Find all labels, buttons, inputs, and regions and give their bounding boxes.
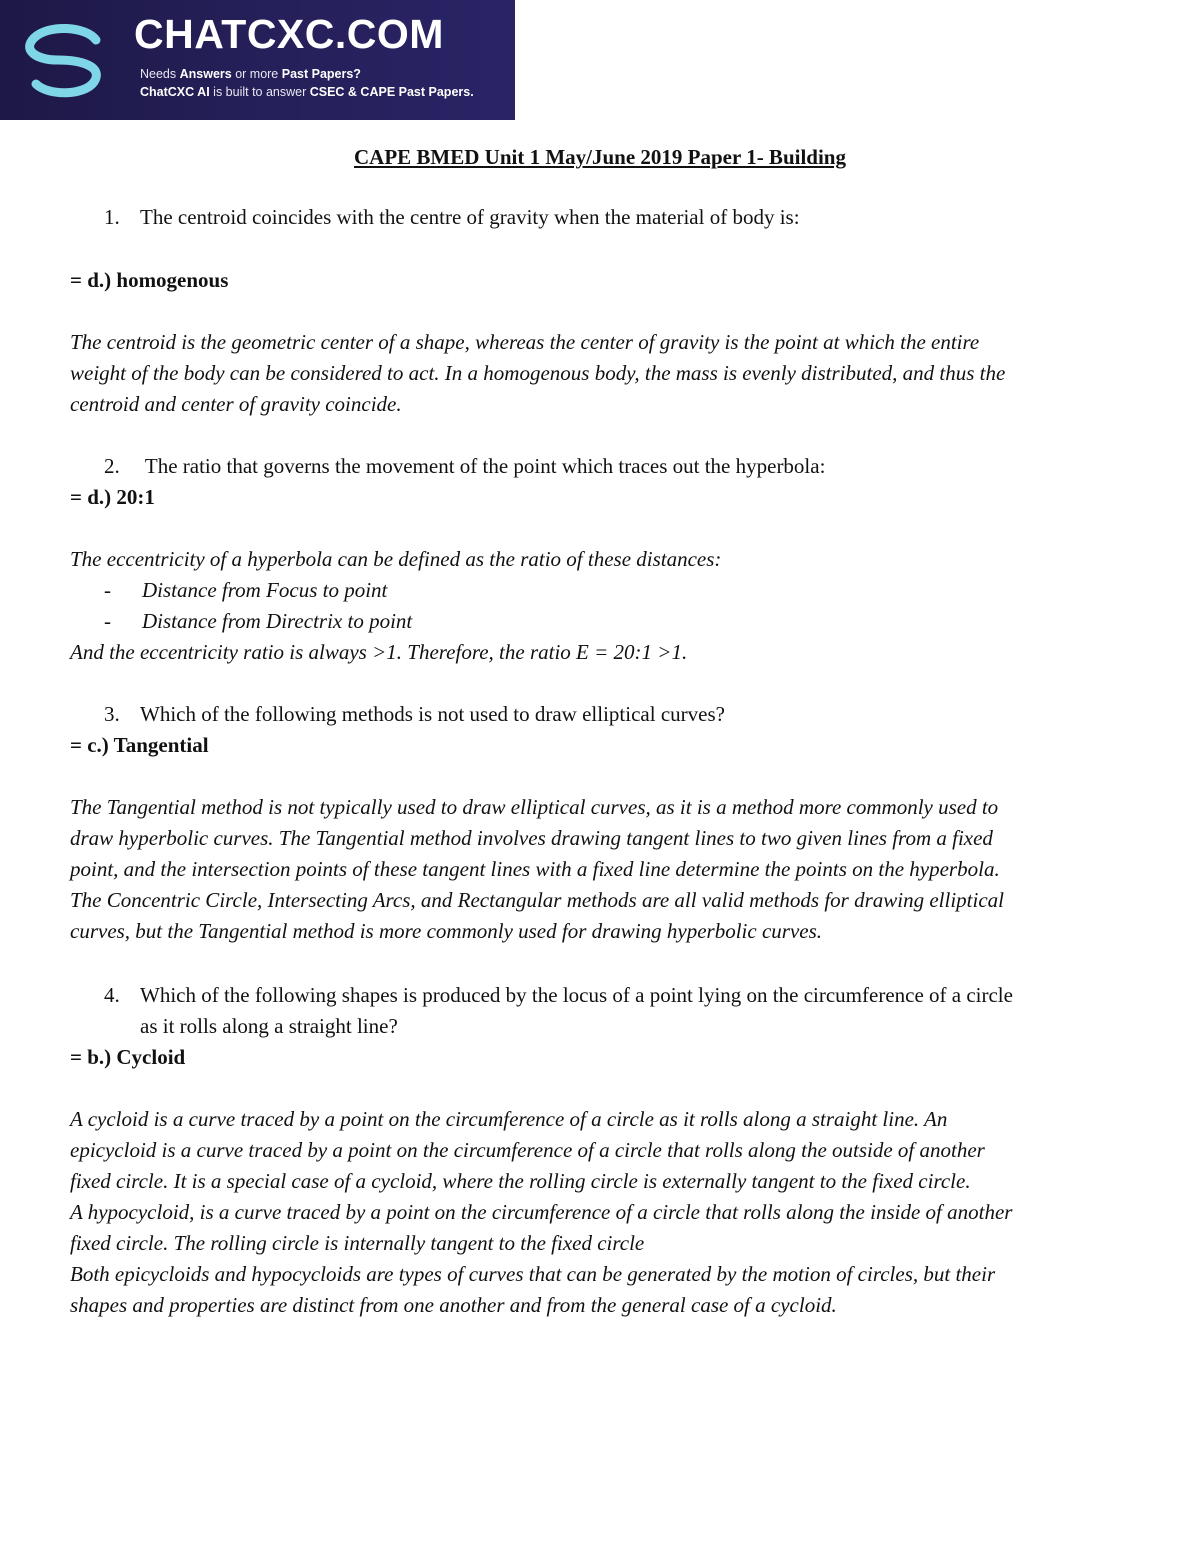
- explanation-line: The centroid is the geometric center of a shape, whereas the center of gravity is the point at which the entire: [70, 330, 980, 354]
- question-3: 3. Which of the following methods is not used to draw elliptical curves?: [104, 702, 725, 726]
- explanation-line: The Concentric Circle, Intersecting Arcs, and Rectangular methods are all valid methods for drawing elliptical: [70, 888, 1004, 912]
- explanation-line: curves, but the Tangential method is more commonly used for drawing hyperbolic curves.: [70, 919, 823, 943]
- explanation-line: fixed circle. It is a special case of a cycloid, where the rolling circle is externally tangent to the fixed circle.: [70, 1169, 971, 1193]
- banner-tagline-1: Needs Answers or more Past Papers?: [140, 67, 361, 81]
- question-2: 2. The ratio that governs the movement of the point which traces out the hyperbola:: [104, 454, 826, 478]
- chatcxc-s-logo-icon: [18, 18, 118, 102]
- explanation-line: The Tangential method is not typically used to draw elliptical curves, as it is a method more commonly used to: [70, 795, 999, 819]
- answer-1: = d.) homogenous: [70, 268, 229, 292]
- page-title: CAPE BMED Unit 1 May/June 2019 Paper 1- Building: [354, 145, 846, 169]
- explanation-line: A cycloid is a curve traced by a point on the circumference of a circle as it rolls along a straight line. An: [70, 1107, 948, 1131]
- banner-title: CHATCXC.COM: [134, 11, 444, 57]
- explanation-line: centroid and center of gravity coincide.: [70, 392, 402, 416]
- question-4: 4. Which of the following shapes is produced by the locus of a point lying on the circumference of a circle: [104, 983, 1013, 1007]
- explanation-line: point, and the intersection points of these tangent lines with a fixed line determine the points on the hyperbola.: [70, 857, 1000, 881]
- question-1: 1. The centroid coincides with the centre of gravity when the material of body is:: [104, 205, 800, 229]
- explanation-line: fixed circle. The rolling circle is internally tangent to the fixed circle: [70, 1231, 645, 1255]
- explanation-line: The eccentricity of a hyperbola can be defined as the ratio of these distances:: [70, 547, 722, 571]
- explanation-line: epicycloid is a curve traced by a point on the circumference of a circle that rolls along the outside of another: [70, 1138, 985, 1162]
- explanation-line: weight of the body can be considered to act. In a homogenous body, the mass is evenly distributed, and thus the: [70, 361, 1006, 385]
- question-4-continued: as it rolls along a straight line?: [140, 1014, 398, 1038]
- chatcxc-banner[interactable]: [0, 0, 515, 120]
- list-item: - Distance from Focus to point: [104, 578, 388, 602]
- banner-tagline-2: ChatCXC AI is built to answer CSEC & CAPE Past Papers.: [140, 85, 474, 99]
- explanation-line: And the eccentricity ratio is always >1. Therefore, the ratio E = 20:1 >1.: [70, 640, 688, 664]
- explanation-line: A hypocycloid, is a curve traced by a point on the circumference of a circle that rolls along the inside of another: [70, 1200, 1013, 1224]
- explanation-line: Both epicycloids and hypocycloids are types of curves that can be generated by the motion of circles, but their: [70, 1262, 996, 1286]
- list-item: - Distance from Directrix to point: [104, 609, 413, 633]
- explanation-line: shapes and properties are distinct from one another and from the general case of a cycloid.: [70, 1293, 837, 1317]
- answer-2: = d.) 20:1: [70, 485, 155, 509]
- answer-4: = b.) Cycloid: [70, 1045, 186, 1069]
- answer-3: = c.) Tangential: [70, 733, 209, 757]
- explanation-line: draw hyperbolic curves. The Tangential method involves drawing tangent lines to two given lines from a fixed: [70, 826, 993, 850]
